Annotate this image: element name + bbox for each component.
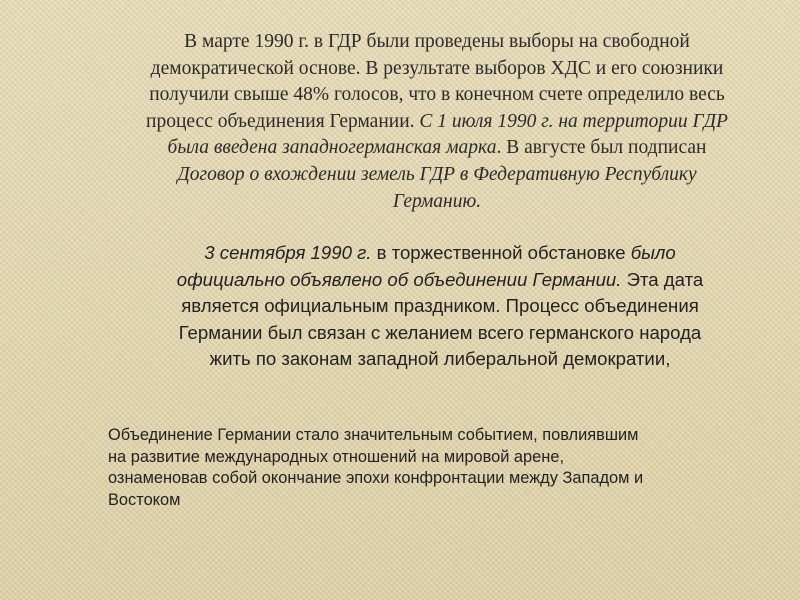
text-line: Германии был связан с желанием всего германского народа <box>178 321 702 343</box>
text-line: ознаменовав собой окончание эпохи конфронтации между Западом и <box>108 469 644 487</box>
text-line: Востоком <box>108 490 181 509</box>
text-line <box>95 240 785 267</box>
italic-text-run: официально объявлено об объединении Германии. <box>176 268 622 290</box>
text-line: является официальным праздником. Процесс объединения <box>181 295 699 316</box>
text-line <box>95 267 785 294</box>
text-line: демократической основе. В результате выборов ХДС и его союзники <box>150 57 724 79</box>
text-run: процесс объединения Германии. <box>146 110 420 132</box>
paragraph-significance <box>108 425 768 511</box>
text-line: Объединение Германии стало значительным событием, повлиявшим <box>108 426 639 444</box>
italic-text-run: была введена западногерманская марка <box>167 137 497 159</box>
text-line: получили свыше 48% голосов, что в конечном счете определило весь <box>149 84 725 106</box>
paragraph-unification <box>95 240 785 373</box>
text-run: в торжественной обстановке <box>371 242 631 263</box>
text-line <box>92 109 782 136</box>
text-line: Германию. <box>392 190 482 212</box>
text-line: на развитие международных отношений на мировой арене, <box>108 447 564 466</box>
italic-text-run: было <box>630 242 676 263</box>
text-line: В марте 1990 г. в ГДР были проведены выборы на свободной <box>184 31 690 52</box>
text-line: жить по законам западной либеральной демократии, <box>209 348 671 369</box>
text-run: . В августе был подписан <box>496 137 707 159</box>
italic-text-run: С 1 июля 1990 г. на территории ГДР <box>419 110 728 132</box>
italic-text-run: 3 сентября 1990 г. <box>204 242 372 263</box>
paragraph-elections <box>92 29 782 215</box>
text-run: Эта дата <box>621 268 704 290</box>
text-line: Договор о вхождении земель ГДР в Федеративную Республику <box>177 163 697 185</box>
text-line <box>92 135 782 162</box>
